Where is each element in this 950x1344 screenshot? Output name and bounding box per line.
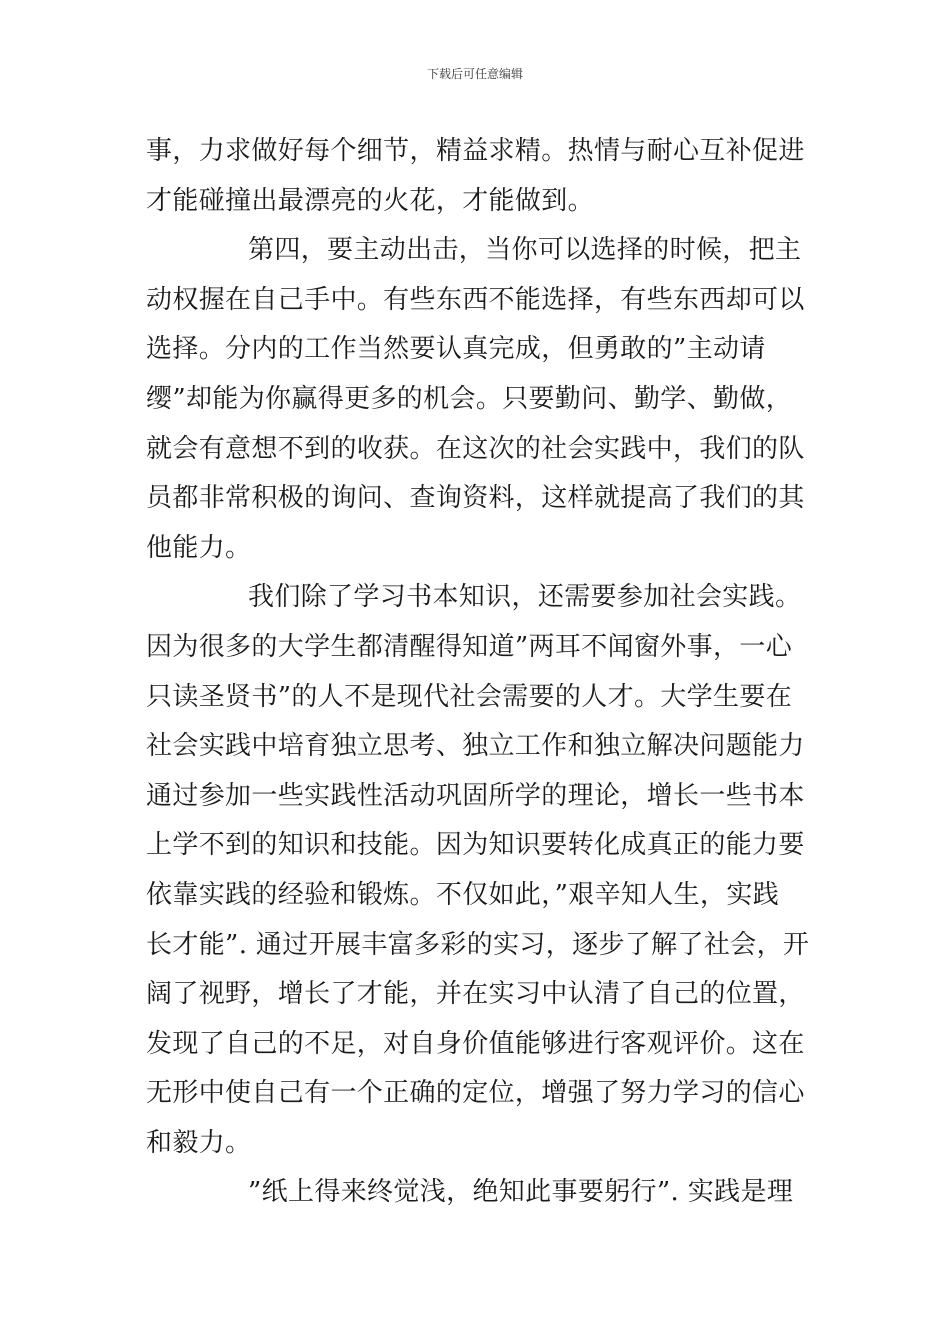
- paragraph-2: [146, 226, 816, 573]
- text-line: 阔了视野，增长了才能，并在实习中认清了自己的位置，: [146, 979, 805, 1010]
- text-line: ”纸上得来终觉浅，绝知此事要躬行”. 实践是理: [248, 1177, 794, 1208]
- text-line: 通过参加一些实践性活动巩固所学的理论，增长一些书本: [146, 780, 805, 811]
- text-line: 选择。分内的工作当然要认真完成，但勇敢的”主动请: [146, 334, 766, 365]
- document-body: [146, 127, 816, 1218]
- text-line: 第四，要主动出击，当你可以选择的时候，把主: [248, 235, 802, 266]
- paragraph-1: [146, 127, 816, 226]
- page-header: 下载后可任意编辑: [426, 67, 523, 81]
- text-line: 依靠实践的经验和锻炼。不仅如此，”艰辛知人生，实践: [146, 879, 780, 910]
- text-line: 因为很多的大学生都清醒得知道”两耳不闻窗外事，一心: [146, 631, 793, 662]
- text-line: 上学不到的知识和技能。因为知识要转化成真正的能力要: [146, 830, 805, 861]
- paragraph-3: [146, 573, 816, 1168]
- text-line: 无形中使自己有一个正确的定位，增强了努力学习的信心: [146, 1078, 805, 1109]
- text-line: 和毅力。: [146, 1127, 252, 1158]
- text-line: 他能力。: [146, 532, 252, 563]
- text-line: 社会实践中培育独立思考、独立工作和独立解决问题能力: [146, 731, 805, 762]
- text-line: 动权握在自己手中。有些东西不能选择，有些东西却可以: [146, 284, 805, 315]
- text-line: 就会有意想不到的收获。在这次的社会实践中，我们的队: [146, 433, 805, 464]
- text-line: 才能碰撞出最漂亮的火花，才能做到。: [146, 185, 594, 216]
- text-line: 长才能”. 通过开展丰富多彩的实习，逐步了解了社会，开: [146, 929, 810, 960]
- text-line: 员都非常积极的询问、查询资料，这样就提高了我们的其: [146, 483, 805, 514]
- paragraph-4: [146, 1168, 816, 1218]
- text-line: 只读圣贤书”的人不是现代社会需要的人才。大学生要在: [146, 681, 793, 712]
- text-line: 发现了自己的不足，对自身价值能够进行客观评价。这在: [146, 1028, 805, 1059]
- text-line: 事，力求做好每个细节，精益求精。热情与耐心互补促进: [146, 136, 805, 166]
- text-line: 我们除了学习书本知识，还需要参加社会实践。: [248, 582, 802, 613]
- text-line: 缨”却能为你赢得更多的机会。只要勤问、勤学、勤做，: [146, 383, 793, 414]
